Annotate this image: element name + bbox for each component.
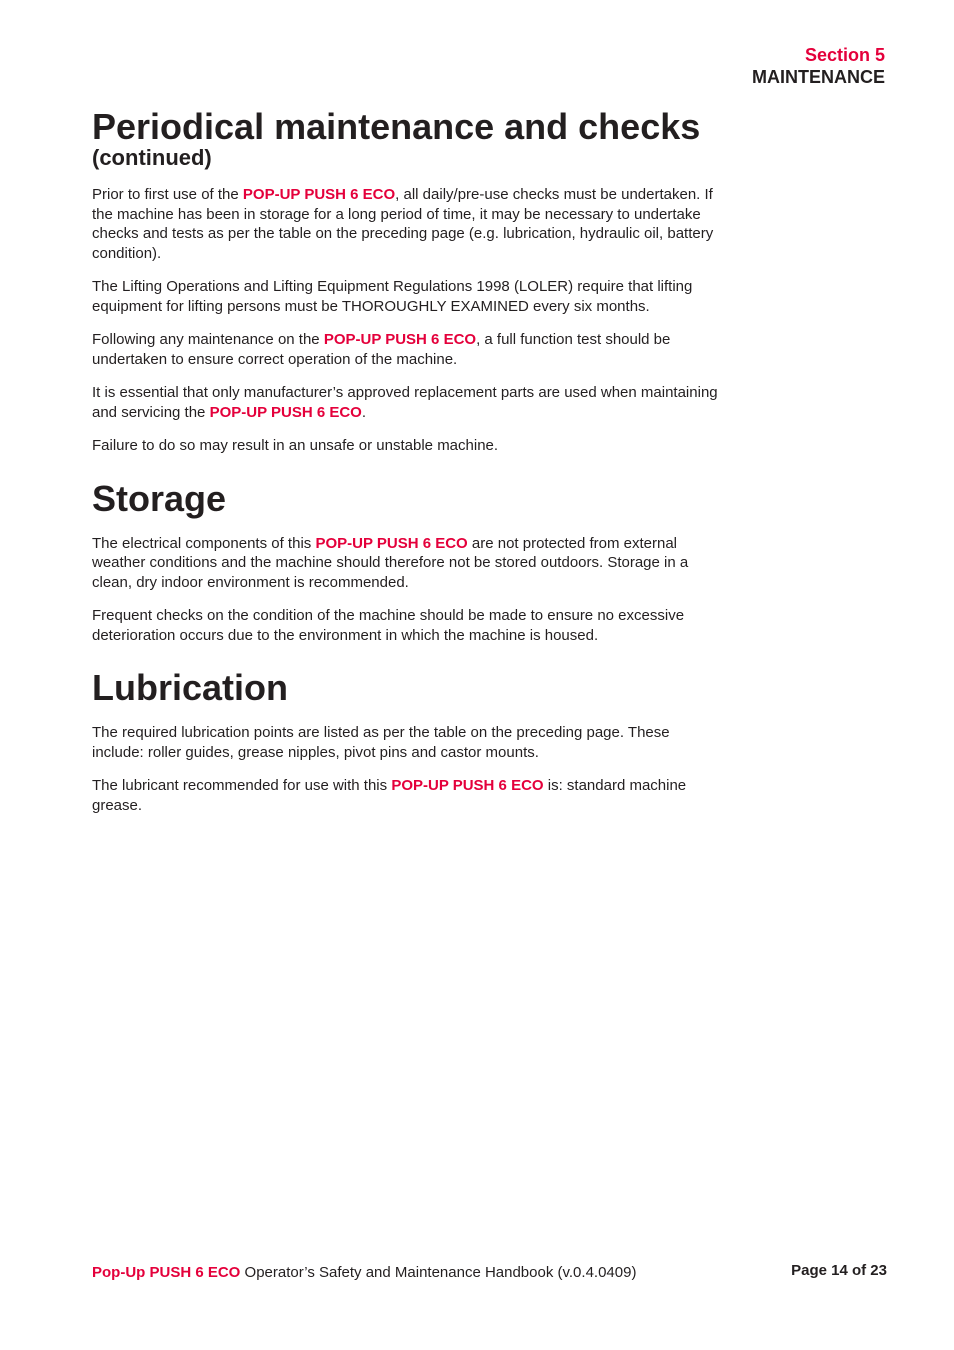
footer-product-name: Pop-Up PUSH 6 ECO xyxy=(92,1264,241,1281)
periodical-paragraph-5: Failure to do so may result in an unsafe or unstable machine. xyxy=(92,437,499,454)
text-run: Prior to first use of the xyxy=(92,186,243,203)
periodical-paragraph-2: The Lifting Operations and Lifting Equipment Regulations 1998 (LOLER) require that lifting equipment for lifting persons must be THOROUGHLY EXAMINED every six months. xyxy=(92,278,693,315)
text-run: It is essential that only manufacturer’s approved replacement parts are used when maintaining and servicing the xyxy=(92,384,718,421)
periodical-paragraph-3 xyxy=(92,330,722,369)
section-name: MAINTENANCE xyxy=(752,67,885,87)
section-number: Section 5 xyxy=(804,45,885,65)
lubrication-heading: Lubrication xyxy=(92,667,288,708)
text-run: The electrical components of this xyxy=(92,534,316,552)
lubrication-paragraph-2 xyxy=(92,776,722,815)
footer-handbook-title xyxy=(92,1264,636,1281)
periodical-paragraph-4 xyxy=(92,383,722,422)
text-run: are not protected from external weather conditions and the machine should therefore not be stored outdoors. Storage in a clean, dry indoor environment is recommended. xyxy=(92,534,689,591)
product-name: POP-UP PUSH 6 ECO xyxy=(391,777,544,794)
text-run: , a full function test should be undertaken to ensure correct operation of the machine. xyxy=(92,331,671,368)
section-header xyxy=(752,44,885,88)
periodical-title: Periodical maintenance and checks xyxy=(92,106,701,147)
storage-paragraph-2: Frequent checks on the condition of the machine should be made to ensure no excessive deterioration occurs due to the environment in which the machine is housed. xyxy=(92,607,685,644)
page-number: Page 14 of 23 xyxy=(791,1262,887,1279)
product-name: POP-UP PUSH 6 ECO xyxy=(323,331,477,348)
page-content xyxy=(92,106,722,829)
periodical-heading xyxy=(92,106,722,171)
periodical-subtitle: (continued) xyxy=(92,145,212,170)
product-name: POP-UP PUSH 6 ECO xyxy=(209,403,362,421)
text-run: , all daily/pre-use checks must be undertaken. If the machine has been in storage for a long period of time, it may be necessary to undertake checks and tests as per the table on the preceding page (e.g. lubrication, hydraulic oil, battery condition). xyxy=(92,186,714,262)
footer-handbook-text: Operator’s Safety and Maintenance Handbook (v.0.4.0409) xyxy=(240,1264,637,1281)
periodical-paragraph-1 xyxy=(92,185,722,263)
text-run: is: standard machine grease. xyxy=(92,777,687,814)
storage-paragraph-1 xyxy=(92,534,722,593)
storage-heading: Storage xyxy=(92,477,227,519)
text-run: . xyxy=(361,403,367,421)
product-name: POP-UP PUSH 6 ECO xyxy=(242,186,396,203)
text-run: Following any maintenance on the xyxy=(92,331,324,348)
product-name: POP-UP PUSH 6 ECO xyxy=(315,534,468,552)
lubrication-paragraph-1: The required lubrication points are listed as per the table on the preceding page. These include: roller guides, grease nipples, pivot pins and castor mounts. xyxy=(92,724,670,761)
text-run: The lubricant recommended for use with this xyxy=(92,777,392,794)
